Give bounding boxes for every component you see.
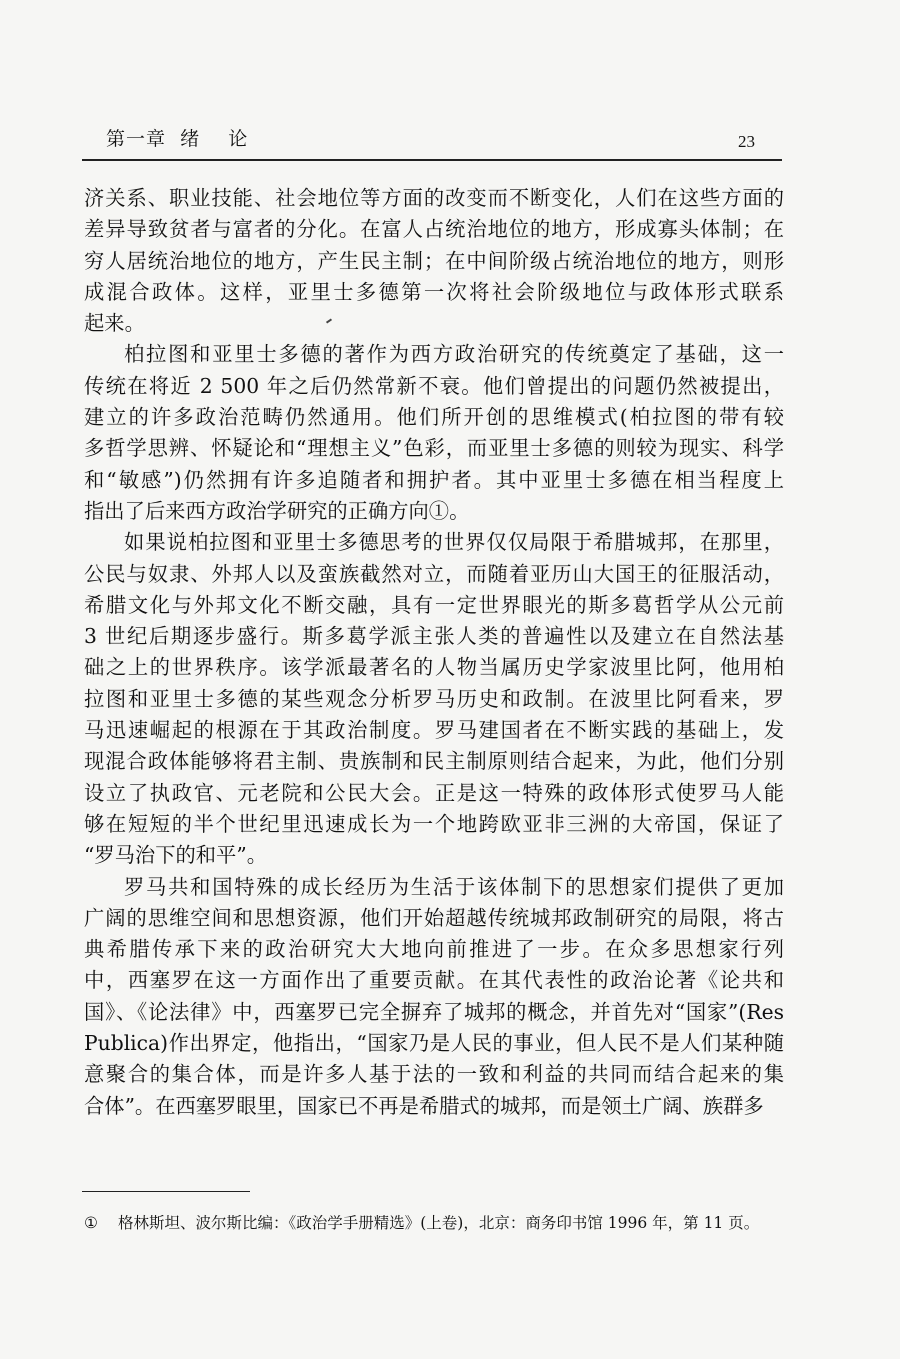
text-line: 传统在将近 2 500 年之后仍然常新不衰。他们曾提出的问题仍然被提出， [84,373,784,398]
text-line: 现混合政体能够将君主制、贵族制和民主制原则结合起来，为此，他们分别 [84,749,784,774]
paragraph [84,527,784,871]
paragraph [84,339,784,527]
text-line: 中，西塞罗在这一方面作出了重要贡献。在其代表性的政治论著《论共和 [84,968,784,993]
text-line: 广阔的思维空间和思想资源，他们开始超越传统城邦政制研究的局限，将古 [84,905,784,930]
page-number: 23 [738,132,755,151]
text-line: 和“敏感”)仍然拥有许多追随者和拥护者。其中亚里士多德在相当程度上 [84,467,784,492]
footnote-text: 格林斯坦、波尔斯比编：《政治学手册精选》(上卷)，北京：商务印书馆 1996 年，第 11 页。 [118,1214,760,1232]
header-rule [82,159,782,161]
footnote-rule [82,1191,250,1192]
paragraph [84,183,784,339]
text-line: 多哲学思辨、怀疑论和“理想主义”色彩，而亚里士多德的则较为现实、科学 [84,436,784,461]
text-line: 拉图和亚里士多德的某些观念分析罗马历史和政制。在波里比阿看来，罗 [84,686,784,711]
text-line: 国》、《论法律》中，西塞罗已完全摒弃了城邦的概念，并首先对“国家”(Res [84,999,784,1024]
text-line: 合体”。在西塞罗眼里，国家已不再是希腊式的城邦，而是领土广阔、族群多 [84,1093,764,1118]
footnote [84,1211,759,1233]
text-line: 典希腊传承下来的政治研究大大地向前推进了一步。在众多思想家行列 [84,937,784,962]
body-text [84,183,784,1122]
text-line: 指出了后来西方政治学研究的正确方向①。 [84,498,470,523]
text-line: 础之上的世界秩序。该学派最著名的人物当属历史学家波里比阿，他用柏 [84,655,784,680]
text-line: 济关系、职业技能、社会地位等方面的改变而不断变化，人们在这些方面的 [84,186,784,210]
text-line: 穷人居统治地位的地方，产生民主制；在中间阶级占统治地位的地方，则形 [84,248,784,273]
text-line: 意聚合的集合体，而是许多人基于法的一致和利益的共同而结合起来的集 [84,1062,784,1087]
text-line: 马迅速崛起的根源在于其政治制度。罗马建国者在不断实践的基础上，发 [84,718,784,743]
text-line: Publica)作出界定，他指出，“国家乃是人民的事业，但人民不是人们某种随 [84,1031,784,1056]
text-line: 柏拉图和亚里士多德的著作为西方政治研究的传统奠定了基础，这一 [124,342,784,367]
text-line: 建立的许多政治范畴仍然通用。他们所开创的思维模式(柏拉图的带有较 [84,405,784,430]
running-head: 第一章 绪 论 [106,128,249,150]
text-line: 如果说柏拉图和亚里士多德思考的世界仅仅局限于希腊城邦，在那里， [124,530,784,555]
text-line: 够在短短的半个世纪里迅速成长为一个地跨欧亚非三洲的大帝国，保证了 [84,811,784,836]
text-line: 希腊文化与外邦文化不断交融，具有一定世界眼光的斯多葛哲学从公元前 [84,592,784,617]
text-line: 成混合政体。这样，亚里士多德第一次将社会阶级地位与政体形式联系 [84,279,784,304]
text-line: 3 世纪后期逐步盛行。斯多葛学派主张人类的普遍性以及建立在自然法基 [84,624,784,649]
text-line: 起来。 [84,311,145,336]
text-line: 公民与奴隶、外邦人以及蛮族截然对立，而随着亚历山大国王的征服活动， [84,561,784,586]
footnote-mark: ① [84,1214,98,1232]
paragraph [84,872,784,1122]
text-line: 差异导致贫者与富者的分化。在富人占统治地位的地方，形成寡头体制；在 [84,217,784,242]
text-line: “罗马治下的和平”。 [84,843,267,868]
text-line: 罗马共和国特殊的成长经历为生活于该体制下的思想家们提供了更加 [124,874,784,899]
text-line: 设立了执政官、元老院和公民大会。正是这一特殊的政体形式使罗马人能 [84,780,784,805]
